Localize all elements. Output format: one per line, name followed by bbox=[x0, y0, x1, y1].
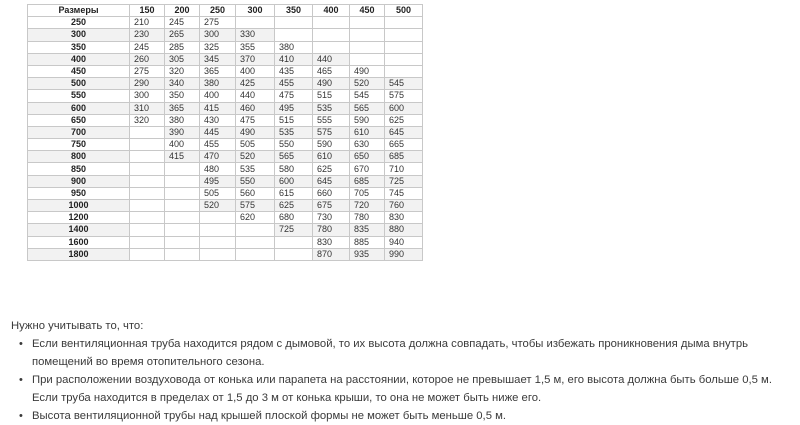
table-cell: 445 bbox=[200, 126, 236, 138]
bullet-icon: • bbox=[19, 338, 23, 350]
table-cell: 670 bbox=[350, 163, 385, 175]
bullet-icon: • bbox=[19, 374, 23, 386]
table-cell: 565 bbox=[275, 151, 313, 163]
table-cell: 415 bbox=[165, 151, 200, 163]
table-cell: 630 bbox=[350, 139, 385, 151]
table-cell: 685 bbox=[350, 175, 385, 187]
table-cell: 275 bbox=[200, 17, 236, 29]
table-cell: 625 bbox=[313, 163, 350, 175]
notes-intro: Нужно учитывать то, что: bbox=[11, 320, 144, 332]
table-row bbox=[28, 78, 423, 90]
table-cell bbox=[200, 224, 236, 236]
table-cell bbox=[130, 163, 165, 175]
table-cell bbox=[313, 29, 350, 41]
table-cell bbox=[236, 248, 275, 260]
table-row bbox=[28, 212, 423, 224]
table-cell: 410 bbox=[275, 53, 313, 65]
table-cell: 545 bbox=[350, 90, 385, 102]
table-row bbox=[28, 236, 423, 248]
table-cell bbox=[130, 236, 165, 248]
table-cell: 645 bbox=[313, 175, 350, 187]
table-cell bbox=[350, 17, 385, 29]
table-cell: 340 bbox=[165, 78, 200, 90]
table-row bbox=[28, 17, 423, 29]
table-cell bbox=[313, 41, 350, 53]
table-cell: 490 bbox=[313, 78, 350, 90]
table-cell: 660 bbox=[313, 187, 350, 199]
table-cell: 400 bbox=[165, 139, 200, 151]
table-cell: 460 bbox=[236, 102, 275, 114]
table-row bbox=[28, 175, 423, 187]
table-cell: 600 bbox=[385, 102, 423, 114]
table-cell bbox=[165, 212, 200, 224]
sizes-table bbox=[27, 4, 423, 261]
table-cell bbox=[165, 200, 200, 212]
table-cell bbox=[165, 175, 200, 187]
notes-item-text: Высота вентиляционной трубы над крышей плоской формы не может быть меньше 0,5 м. bbox=[32, 410, 507, 422]
table-cell bbox=[236, 224, 275, 236]
table-row bbox=[28, 248, 423, 260]
table-cell: 515 bbox=[313, 90, 350, 102]
table-cell: 725 bbox=[385, 175, 423, 187]
table-cell: 550 bbox=[236, 175, 275, 187]
table-cell: 520 bbox=[350, 78, 385, 90]
table-cell: 300 bbox=[130, 90, 165, 102]
table-cell bbox=[130, 248, 165, 260]
table-cell: 300 bbox=[200, 29, 236, 41]
table-cell bbox=[236, 17, 275, 29]
table-column-header: 350 bbox=[275, 5, 313, 17]
table-cell: 745 bbox=[385, 187, 423, 199]
table-row-header: 1600 bbox=[28, 236, 130, 248]
table-cell: 565 bbox=[350, 102, 385, 114]
table-cell bbox=[385, 65, 423, 77]
table-cell: 230 bbox=[130, 29, 165, 41]
table-cell: 535 bbox=[275, 126, 313, 138]
table-cell bbox=[130, 175, 165, 187]
table-cell: 590 bbox=[350, 114, 385, 126]
table-row bbox=[28, 29, 423, 41]
table-cell: 575 bbox=[236, 200, 275, 212]
table-row-header: 800 bbox=[28, 151, 130, 163]
table-row-header: 750 bbox=[28, 139, 130, 151]
notes-list bbox=[11, 335, 791, 425]
table-cell: 880 bbox=[385, 224, 423, 236]
sizes-table-body bbox=[28, 5, 423, 261]
table-cell: 365 bbox=[165, 102, 200, 114]
table-cell bbox=[350, 53, 385, 65]
table-cell: 260 bbox=[130, 53, 165, 65]
table-cell: 210 bbox=[130, 17, 165, 29]
table-row-header: 700 bbox=[28, 126, 130, 138]
table-cell bbox=[130, 187, 165, 199]
table-cell: 380 bbox=[165, 114, 200, 126]
table-row bbox=[28, 163, 423, 175]
table-row-header: 300 bbox=[28, 29, 130, 41]
table-cell: 520 bbox=[236, 151, 275, 163]
table-cell: 590 bbox=[313, 139, 350, 151]
table-cell bbox=[275, 236, 313, 248]
table-cell: 490 bbox=[236, 126, 275, 138]
table-row bbox=[28, 65, 423, 77]
table-cell: 470 bbox=[200, 151, 236, 163]
table-row-header: 550 bbox=[28, 90, 130, 102]
table-cell: 705 bbox=[350, 187, 385, 199]
table-cell: 490 bbox=[350, 65, 385, 77]
table-cell: 650 bbox=[350, 151, 385, 163]
table-cell bbox=[165, 224, 200, 236]
table-row-header: 950 bbox=[28, 187, 130, 199]
table-cell: 365 bbox=[200, 65, 236, 77]
table-row bbox=[28, 139, 423, 151]
table-corner-header: Размеры bbox=[28, 5, 130, 17]
table-row-header: 650 bbox=[28, 114, 130, 126]
table-row-header: 600 bbox=[28, 102, 130, 114]
table-cell: 665 bbox=[385, 139, 423, 151]
table-row-header: 350 bbox=[28, 41, 130, 53]
bullet-icon: • bbox=[19, 410, 23, 422]
table-cell: 380 bbox=[275, 41, 313, 53]
table-cell: 245 bbox=[130, 41, 165, 53]
table-cell: 305 bbox=[165, 53, 200, 65]
table-row-header: 400 bbox=[28, 53, 130, 65]
table-cell bbox=[350, 41, 385, 53]
table-cell bbox=[200, 248, 236, 260]
table-column-header: 450 bbox=[350, 5, 385, 17]
table-cell: 940 bbox=[385, 236, 423, 248]
table-row-header: 250 bbox=[28, 17, 130, 29]
table-cell: 575 bbox=[385, 90, 423, 102]
table-cell bbox=[200, 212, 236, 224]
table-row bbox=[28, 224, 423, 236]
table-cell bbox=[130, 224, 165, 236]
table-cell: 625 bbox=[385, 114, 423, 126]
table-cell: 680 bbox=[275, 212, 313, 224]
table-cell: 330 bbox=[236, 29, 275, 41]
table-cell: 480 bbox=[200, 163, 236, 175]
table-cell bbox=[385, 41, 423, 53]
table-cell: 380 bbox=[200, 78, 236, 90]
table-cell: 610 bbox=[350, 126, 385, 138]
table-cell bbox=[275, 248, 313, 260]
table-row-header: 450 bbox=[28, 65, 130, 77]
table-cell: 885 bbox=[350, 236, 385, 248]
table-row bbox=[28, 200, 423, 212]
table-cell: 400 bbox=[236, 65, 275, 77]
table-cell bbox=[130, 151, 165, 163]
table-cell: 555 bbox=[313, 114, 350, 126]
table-cell: 720 bbox=[350, 200, 385, 212]
table-cell: 320 bbox=[165, 65, 200, 77]
table-cell: 440 bbox=[313, 53, 350, 65]
table-cell: 290 bbox=[130, 78, 165, 90]
table-row bbox=[28, 151, 423, 163]
table-column-header: 300 bbox=[236, 5, 275, 17]
table-cell: 575 bbox=[313, 126, 350, 138]
table-cell: 455 bbox=[200, 139, 236, 151]
table-cell bbox=[275, 17, 313, 29]
table-cell: 350 bbox=[165, 90, 200, 102]
table-cell: 935 bbox=[350, 248, 385, 260]
table-cell: 615 bbox=[275, 187, 313, 199]
notes-item-text: При расположении воздуховода от конька или парапета на расстоянии, которое не превышает 1,5 м, его высота должна быть больше 0,5 м. Если труба находится в пределах от 1,5 до 3 м от конька крыши, то она не может быть ниже его. bbox=[32, 374, 772, 404]
table-cell bbox=[313, 17, 350, 29]
table-cell: 760 bbox=[385, 200, 423, 212]
notes-item bbox=[19, 407, 791, 425]
table-cell bbox=[130, 139, 165, 151]
table-cell bbox=[350, 29, 385, 41]
table-cell: 580 bbox=[275, 163, 313, 175]
table-cell: 505 bbox=[200, 187, 236, 199]
table-row-header: 1800 bbox=[28, 248, 130, 260]
table-header-row bbox=[28, 5, 423, 17]
table-cell: 780 bbox=[350, 212, 385, 224]
notes-section bbox=[11, 317, 791, 425]
table-cell: 830 bbox=[385, 212, 423, 224]
table-row bbox=[28, 114, 423, 126]
table-row-header: 900 bbox=[28, 175, 130, 187]
table-cell: 400 bbox=[200, 90, 236, 102]
table-cell: 835 bbox=[350, 224, 385, 236]
table-cell: 710 bbox=[385, 163, 423, 175]
table-cell: 675 bbox=[313, 200, 350, 212]
notes-item bbox=[19, 335, 791, 371]
table-cell: 550 bbox=[275, 139, 313, 151]
table-cell bbox=[165, 236, 200, 248]
table-cell: 645 bbox=[385, 126, 423, 138]
table-row-header: 1000 bbox=[28, 200, 130, 212]
table-cell: 990 bbox=[385, 248, 423, 260]
table-cell bbox=[236, 236, 275, 248]
table-cell: 725 bbox=[275, 224, 313, 236]
table-cell bbox=[385, 29, 423, 41]
table-column-header: 200 bbox=[165, 5, 200, 17]
table-cell: 415 bbox=[200, 102, 236, 114]
table-cell: 620 bbox=[236, 212, 275, 224]
table-column-header: 500 bbox=[385, 5, 423, 17]
table-cell: 465 bbox=[313, 65, 350, 77]
table-column-header: 250 bbox=[200, 5, 236, 17]
table-cell bbox=[130, 126, 165, 138]
table-cell: 265 bbox=[165, 29, 200, 41]
table-cell bbox=[385, 53, 423, 65]
table-cell: 320 bbox=[130, 114, 165, 126]
notes-item-text: Если вентиляционная труба находится рядом с дымовой, то их высота должна совпадать, чтобы избежать проникновения дыма внутрь помещений во время отопительного сезона. bbox=[32, 338, 748, 368]
table-cell: 730 bbox=[313, 212, 350, 224]
table-cell: 425 bbox=[236, 78, 275, 90]
table-cell: 475 bbox=[236, 114, 275, 126]
table-row bbox=[28, 90, 423, 102]
table-cell: 245 bbox=[165, 17, 200, 29]
table-cell: 495 bbox=[275, 102, 313, 114]
table-row bbox=[28, 41, 423, 53]
table-cell: 545 bbox=[385, 78, 423, 90]
table-cell: 625 bbox=[275, 200, 313, 212]
table-cell: 830 bbox=[313, 236, 350, 248]
table-cell: 390 bbox=[165, 126, 200, 138]
table-cell: 440 bbox=[236, 90, 275, 102]
table-cell bbox=[385, 17, 423, 29]
table-cell bbox=[130, 212, 165, 224]
table-cell bbox=[130, 200, 165, 212]
table-cell: 515 bbox=[275, 114, 313, 126]
table-row-header: 1400 bbox=[28, 224, 130, 236]
table-cell bbox=[165, 187, 200, 199]
table-cell: 870 bbox=[313, 248, 350, 260]
table-row-header: 850 bbox=[28, 163, 130, 175]
table-row bbox=[28, 53, 423, 65]
table-row-header: 500 bbox=[28, 78, 130, 90]
table-cell: 535 bbox=[236, 163, 275, 175]
table-cell: 325 bbox=[200, 41, 236, 53]
table-row bbox=[28, 126, 423, 138]
table-cell: 780 bbox=[313, 224, 350, 236]
table-cell bbox=[165, 248, 200, 260]
sizes-table-container bbox=[27, 4, 423, 261]
table-row bbox=[28, 102, 423, 114]
notes-item bbox=[19, 371, 791, 407]
table-column-header: 400 bbox=[313, 5, 350, 17]
table-cell: 610 bbox=[313, 151, 350, 163]
table-cell: 520 bbox=[200, 200, 236, 212]
table-cell: 355 bbox=[236, 41, 275, 53]
table-cell: 475 bbox=[275, 90, 313, 102]
table-cell bbox=[275, 29, 313, 41]
table-cell: 370 bbox=[236, 53, 275, 65]
table-cell: 505 bbox=[236, 139, 275, 151]
table-cell: 685 bbox=[385, 151, 423, 163]
table-cell: 310 bbox=[130, 102, 165, 114]
table-cell bbox=[200, 236, 236, 248]
table-cell: 430 bbox=[200, 114, 236, 126]
table-cell: 495 bbox=[200, 175, 236, 187]
table-cell: 600 bbox=[275, 175, 313, 187]
table-cell: 275 bbox=[130, 65, 165, 77]
table-cell: 560 bbox=[236, 187, 275, 199]
table-cell: 285 bbox=[165, 41, 200, 53]
table-cell bbox=[165, 163, 200, 175]
table-row bbox=[28, 187, 423, 199]
table-cell: 455 bbox=[275, 78, 313, 90]
table-cell: 345 bbox=[200, 53, 236, 65]
table-column-header: 150 bbox=[130, 5, 165, 17]
table-row-header: 1200 bbox=[28, 212, 130, 224]
table-cell: 435 bbox=[275, 65, 313, 77]
table-cell: 535 bbox=[313, 102, 350, 114]
